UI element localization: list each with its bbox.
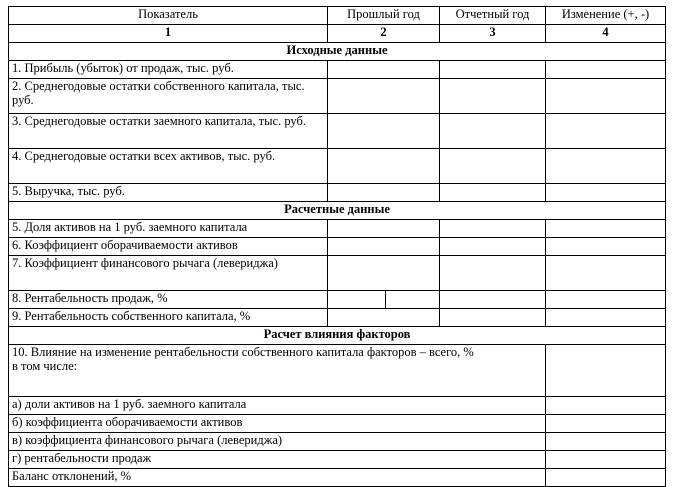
table-cell <box>440 79 546 114</box>
row-label: 7. Коэффициент финансового рычага (левериджа) <box>9 256 328 291</box>
section-initial-data: Исходные данные <box>9 43 666 61</box>
column-number: 3 <box>440 25 546 43</box>
table-row <box>9 469 666 487</box>
row-label: 8. Рентабельность продаж, % <box>9 291 328 309</box>
table-cell <box>328 61 440 79</box>
row-label: 9. Рентабельность собственного капитала, % <box>9 309 328 327</box>
table-row <box>9 433 666 451</box>
table-cell <box>546 291 666 309</box>
table-cell <box>328 309 440 327</box>
row-label: Баланс отклонений, % <box>9 469 546 487</box>
table-cell <box>328 238 440 256</box>
header-previous-year: Прошлый год <box>328 7 440 25</box>
table-row <box>9 415 666 433</box>
row-label: в) коэффициента финансового рычага (левериджа) <box>9 433 546 451</box>
column-number: 1 <box>9 25 328 43</box>
table-cell <box>546 238 666 256</box>
row-label <box>9 345 546 397</box>
row-label: б) коэффициента оборачиваемости активов <box>9 415 546 433</box>
table-cell <box>546 433 666 451</box>
row-label: а) доли активов на 1 руб. заемного капитала <box>9 397 546 415</box>
table-cell <box>546 149 666 184</box>
table-row <box>9 79 666 114</box>
table-cell <box>440 61 546 79</box>
table-cell <box>440 114 546 149</box>
table-row <box>9 184 666 202</box>
table-cell <box>546 256 666 291</box>
table-cell <box>546 184 666 202</box>
table-row <box>9 309 666 327</box>
table-cell <box>328 149 440 184</box>
row-label: 1. Прибыль (убыток) от продаж, тыс. руб. <box>9 61 328 79</box>
table-cell <box>328 114 440 149</box>
row-label-total: 10. Влияние на изменение рентабельности собственного капитала факторов – всего, % <box>12 345 474 359</box>
row-label-including: в том числе: <box>12 359 78 373</box>
table-row <box>9 345 666 397</box>
table-cell <box>328 291 440 309</box>
table-row <box>9 256 666 291</box>
row-label: г) рентабельности продаж <box>9 451 546 469</box>
table-cell <box>546 451 666 469</box>
table-cell <box>546 79 666 114</box>
table-cell <box>546 469 666 487</box>
table-cell <box>328 256 440 291</box>
column-number-row <box>9 25 666 43</box>
table-row <box>9 238 666 256</box>
table-cell <box>546 397 666 415</box>
table-cell <box>546 309 666 327</box>
column-number: 2 <box>328 25 440 43</box>
table-row <box>9 220 666 238</box>
table-row <box>9 397 666 415</box>
header-change: Изменение (+, -) <box>546 7 666 25</box>
row-label: 5. Выручка, тыс. руб. <box>9 184 328 202</box>
table-row <box>9 114 666 149</box>
table-cell <box>440 184 546 202</box>
table-cell <box>440 149 546 184</box>
header-reporting-year: Отчетный год <box>440 7 546 25</box>
section-row <box>9 43 666 61</box>
header-indicator: Показатель <box>9 7 328 25</box>
table-row <box>9 61 666 79</box>
table-row <box>9 149 666 184</box>
section-row <box>9 327 666 345</box>
table-cell <box>440 309 546 327</box>
analysis-table <box>8 6 666 487</box>
row-label: 2. Среднегодовые остатки собственного капитала, тыс. руб. <box>9 79 328 114</box>
table-cell <box>328 220 440 238</box>
table-cell <box>546 114 666 149</box>
row-label: 4. Среднегодовые остатки всех активов, тыс. руб. <box>9 149 328 184</box>
table-row <box>9 291 666 309</box>
table-row <box>9 451 666 469</box>
header-row <box>9 7 666 25</box>
section-calculated-data: Расчетные данные <box>9 202 666 220</box>
table-cell <box>546 220 666 238</box>
section-row <box>9 202 666 220</box>
column-number: 4 <box>546 25 666 43</box>
row-label: 5. Доля активов на 1 руб. заемного капитала <box>9 220 328 238</box>
table-cell <box>440 238 546 256</box>
row-label: 6. Коэффициент оборачиваемости активов <box>9 238 328 256</box>
table-cell <box>440 291 546 309</box>
table-cell <box>546 415 666 433</box>
table-cell <box>440 220 546 238</box>
table-cell <box>440 256 546 291</box>
table-cell <box>328 184 440 202</box>
table-cell <box>328 79 440 114</box>
section-factor-calculation: Расчет влияния факторов <box>9 327 666 345</box>
row-label: 3. Среднегодовые остатки заемного капитала, тыс. руб. <box>9 114 328 149</box>
table-cell <box>546 345 666 397</box>
table-cell <box>546 61 666 79</box>
